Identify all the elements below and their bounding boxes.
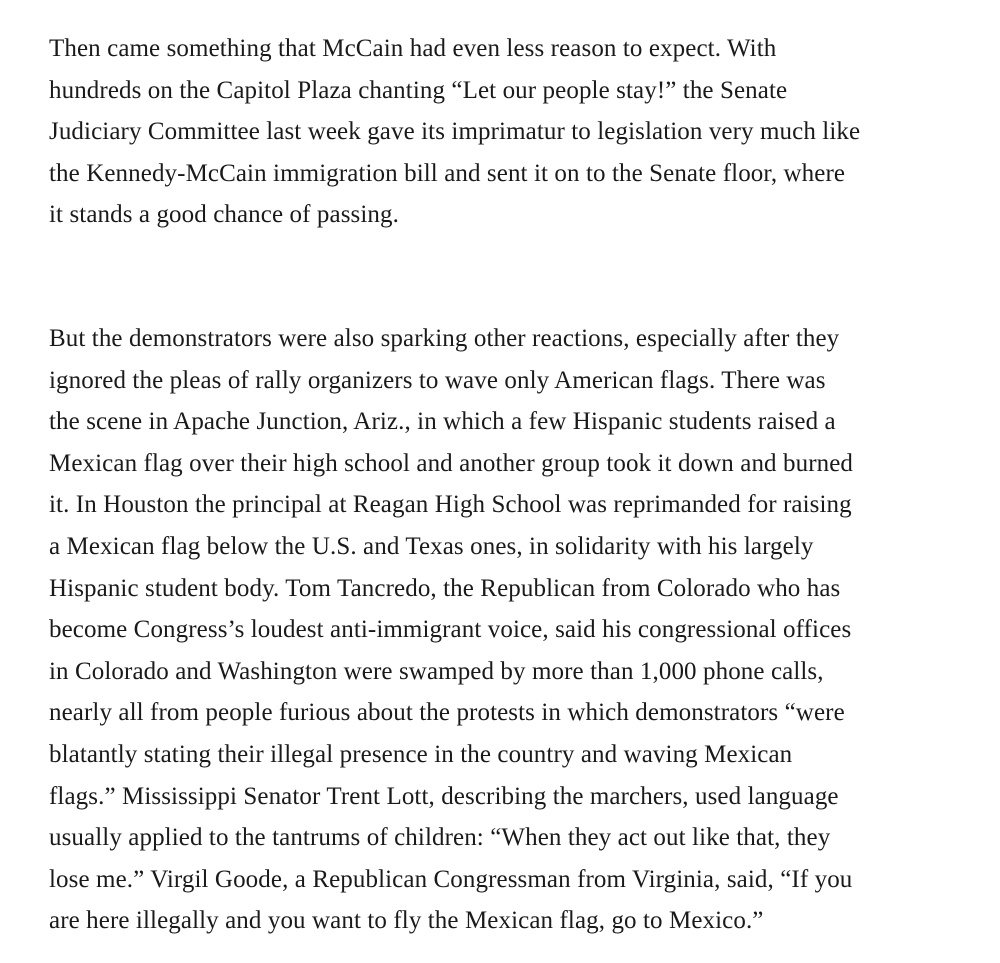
text-line: become Congress’s loudest anti-immigrant voice, said his congressional offices: [49, 616, 852, 644]
text-line: Hispanic student body. Tom Tancredo, the Republican from Colorado who has: [49, 574, 841, 602]
text-line: the scene in Apache Junction, Ariz., in which a few Hispanic students raised a: [49, 408, 836, 436]
text-line: But the demonstrators were also sparking other reactions, especially after they: [49, 324, 840, 352]
text-line: lose me.” Virgil Goode, a Republican Congressman from Virginia, said, “If you: [49, 865, 853, 893]
text-line: Mexican flag over their high school and another group took it down and burned: [49, 449, 854, 477]
paragraph-2: [49, 318, 994, 942]
text-line: nearly all from people furious about the protests in which demonstrators “were: [49, 699, 845, 727]
article-body: [49, 28, 994, 942]
text-line: a Mexican flag below the U.S. and Texas ones, in solidarity with his largely: [49, 532, 814, 560]
text-line: are here illegally and you want to fly the Mexican flag, go to Mexico.”: [49, 907, 764, 935]
text-line: blatantly stating their illegal presence in the country and waving Mexican: [49, 740, 793, 768]
text-line: in Colorado and Washington were swamped by more than 1,000 phone calls,: [49, 657, 824, 685]
text-line: it stands a good chance of passing.: [49, 201, 399, 229]
text-line: flags.” Mississippi Senator Trent Lott, describing the marchers, used language: [49, 782, 839, 810]
text-line: the Kennedy-McCain immigration bill and sent it on to the Senate floor, where: [49, 159, 846, 187]
text-line: ignored the pleas of rally organizers to wave only American flags. There was: [49, 366, 826, 394]
paragraph-1: [49, 28, 994, 236]
text-line: usually applied to the tantrums of children: “When they act out like that, they: [49, 824, 831, 852]
text-line: it. In Houston the principal at Reagan High School was reprimanded for raising: [49, 491, 852, 519]
text-line: Judiciary Committee last week gave its imprimatur to legislation very much like: [49, 118, 861, 146]
text-line: hundreds on the Capitol Plaza chanting “Let our people stay!” the Senate: [49, 76, 788, 104]
text-line: Then came something that McCain had even less reason to expect. With: [49, 35, 777, 62]
